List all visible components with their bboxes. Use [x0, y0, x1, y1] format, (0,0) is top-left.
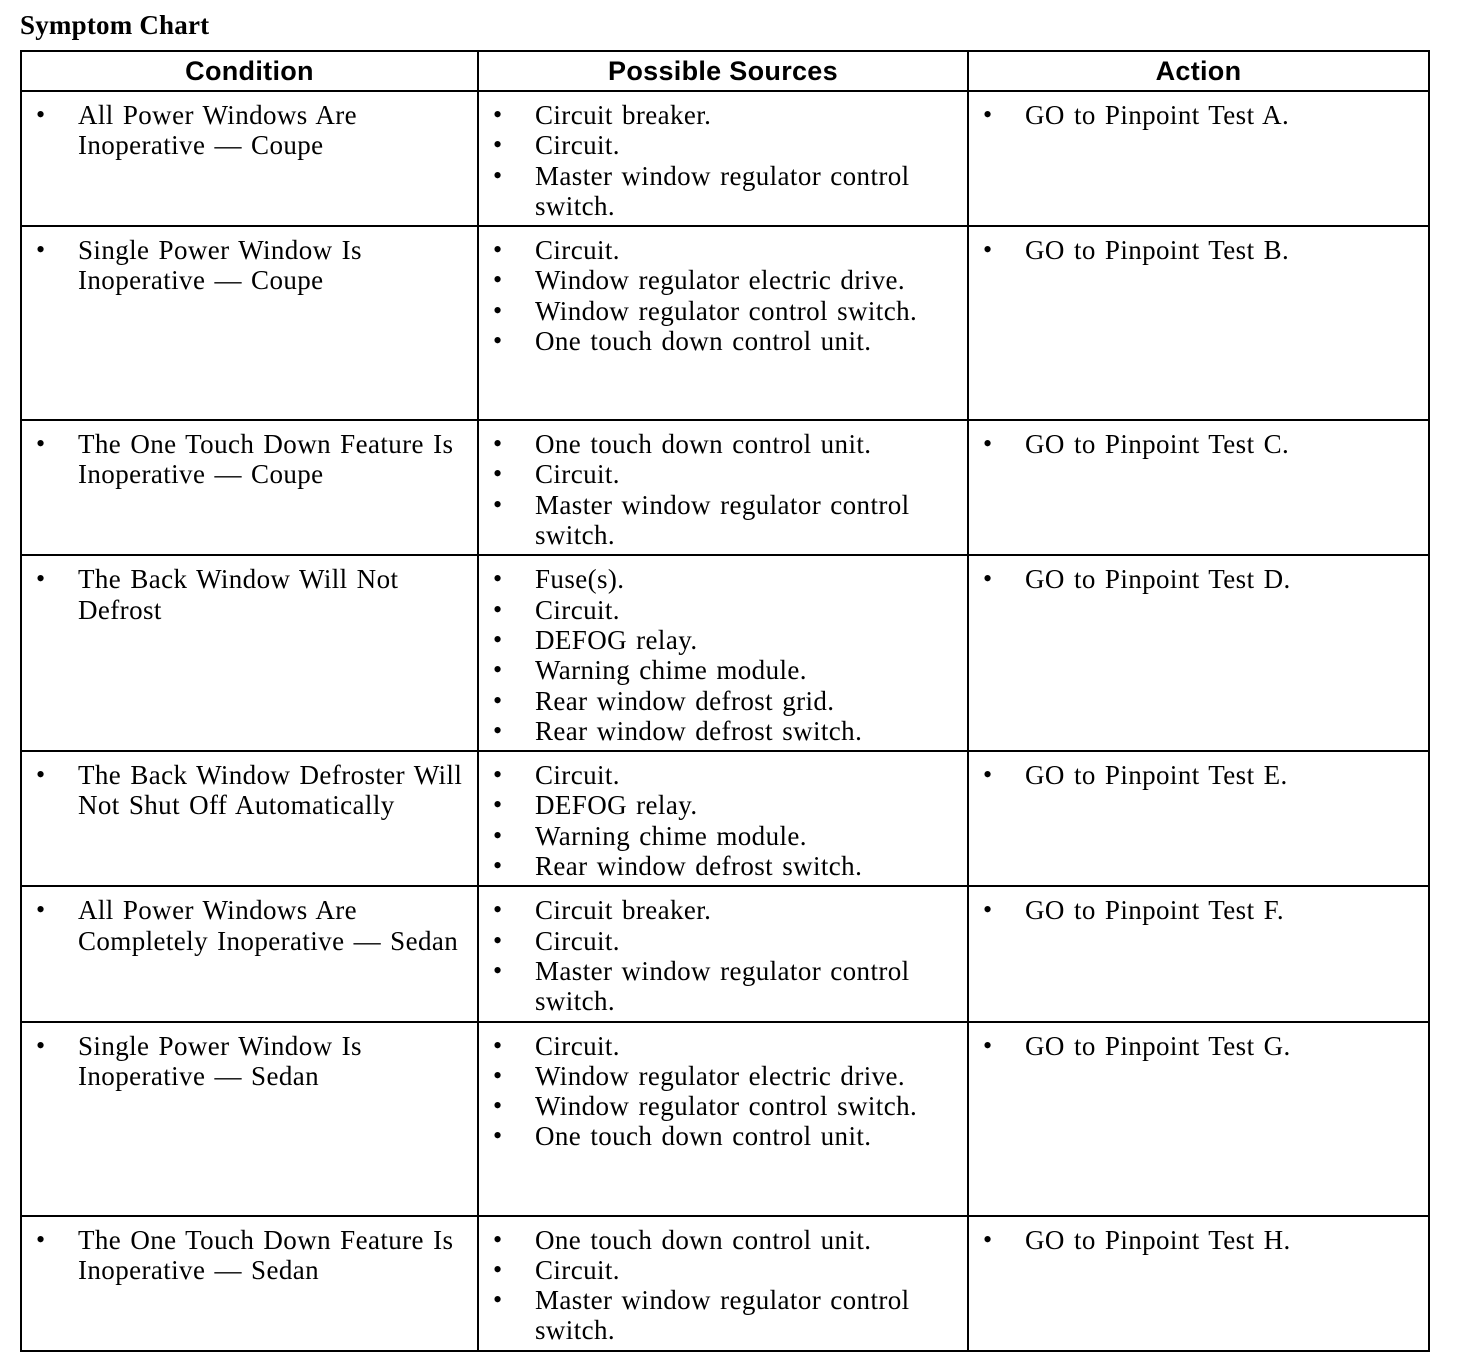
condition-cell — [21, 555, 478, 751]
action-cell — [968, 91, 1429, 226]
condition-cell — [21, 1216, 478, 1351]
table-row — [21, 1216, 1429, 1351]
table-row — [21, 886, 1429, 1021]
condition-text: • The Back Window Defroster Will Not Shut Off Automatically — [22, 760, 467, 821]
table-row — [21, 1022, 1429, 1216]
source-item: • Circuit. — [479, 760, 957, 790]
action-cell — [968, 1022, 1429, 1216]
sources-cell — [478, 1022, 968, 1216]
source-item: • Warning chime module. — [479, 655, 957, 685]
source-item: • Circuit. — [479, 595, 957, 625]
condition-text: • Single Power Window Is Inoperative — Coupe — [22, 235, 467, 296]
source-item: • One touch down control unit. — [479, 326, 957, 356]
sources-cell — [478, 226, 968, 420]
table-row — [21, 751, 1429, 886]
source-item: • Circuit. — [479, 459, 957, 489]
source-item: • One touch down control unit. — [479, 429, 957, 459]
source-item: • Circuit breaker. — [479, 895, 957, 925]
condition-cell — [21, 226, 478, 420]
source-item: • One touch down control unit. — [479, 1121, 957, 1151]
condition-text: • The One Touch Down Feature Is Inoperative — Sedan — [22, 1225, 467, 1286]
action-cell — [968, 751, 1429, 886]
source-item: • Rear window defrost switch. — [479, 716, 957, 746]
action-cell — [968, 886, 1429, 1021]
sources-cell — [478, 91, 968, 226]
action-text: • GO to Pinpoint Test H. — [969, 1225, 1418, 1255]
action-text: • GO to Pinpoint Test C. — [969, 429, 1418, 459]
condition-cell — [21, 1022, 478, 1216]
condition-cell — [21, 886, 478, 1021]
action-cell — [968, 226, 1429, 420]
source-item: • Circuit. — [479, 926, 957, 956]
source-item: • Master window regulator control switch. — [479, 1285, 957, 1346]
source-item: • Circuit. — [479, 235, 957, 265]
action-text: • GO to Pinpoint Test G. — [969, 1031, 1418, 1061]
source-item: • Circuit. — [479, 1255, 957, 1285]
source-item: • Window regulator electric drive. — [479, 265, 957, 295]
source-item: • Warning chime module. — [479, 821, 957, 851]
source-item: • Circuit. — [479, 130, 957, 160]
action-cell — [968, 555, 1429, 751]
sources-cell — [478, 1216, 968, 1351]
condition-text: • Single Power Window Is Inoperative — Sedan — [22, 1031, 467, 1092]
symptom-table — [20, 50, 1430, 1352]
action-text: • GO to Pinpoint Test B. — [969, 235, 1418, 265]
table-row — [21, 91, 1429, 226]
header-action: Action — [968, 51, 1429, 91]
action-cell — [968, 420, 1429, 555]
table-row — [21, 555, 1429, 751]
action-text: • GO to Pinpoint Test E. — [969, 760, 1418, 790]
source-item: • Rear window defrost grid. — [479, 686, 957, 716]
sources-cell — [478, 886, 968, 1021]
table-header-row — [21, 51, 1429, 91]
table-row — [21, 226, 1429, 420]
condition-text: • The Back Window Will Not Defrost — [22, 564, 467, 625]
table-row — [21, 420, 1429, 555]
sources-cell — [478, 555, 968, 751]
action-text: • GO to Pinpoint Test F. — [969, 895, 1418, 925]
source-item: • DEFOG relay. — [479, 625, 957, 655]
action-cell — [968, 1216, 1429, 1351]
condition-cell — [21, 751, 478, 886]
source-item: • Circuit breaker. — [479, 100, 957, 130]
condition-text: • The One Touch Down Feature Is Inoperative — Coupe — [22, 429, 467, 490]
source-item: • Window regulator control switch. — [479, 296, 957, 326]
header-condition: Condition — [21, 51, 478, 91]
source-item: • DEFOG relay. — [479, 790, 957, 820]
condition-cell — [21, 420, 478, 555]
source-item: • Master window regulator control switch. — [479, 161, 957, 222]
condition-text: • All Power Windows Are Inoperative — Coupe — [22, 100, 467, 161]
sources-cell — [478, 420, 968, 555]
page-title: Symptom Chart — [20, 10, 210, 40]
source-item: • Rear window defrost switch. — [479, 851, 957, 881]
source-item: • Window regulator control switch. — [479, 1091, 957, 1121]
source-item: • Master window regulator control switch. — [479, 490, 957, 551]
header-possible-sources: Possible Sources — [478, 51, 968, 91]
source-item: • Circuit. — [479, 1031, 957, 1061]
action-text: • GO to Pinpoint Test D. — [969, 564, 1418, 594]
sources-cell — [478, 751, 968, 886]
condition-text: • All Power Windows Are Completely Inoperative — Sedan — [22, 895, 467, 956]
action-text: • GO to Pinpoint Test A. — [969, 100, 1418, 130]
condition-cell — [21, 91, 478, 226]
source-item: • Master window regulator control switch. — [479, 956, 957, 1017]
source-item: • Window regulator electric drive. — [479, 1061, 957, 1091]
source-item: • One touch down control unit. — [479, 1225, 957, 1255]
source-item: • Fuse(s). — [479, 564, 957, 594]
